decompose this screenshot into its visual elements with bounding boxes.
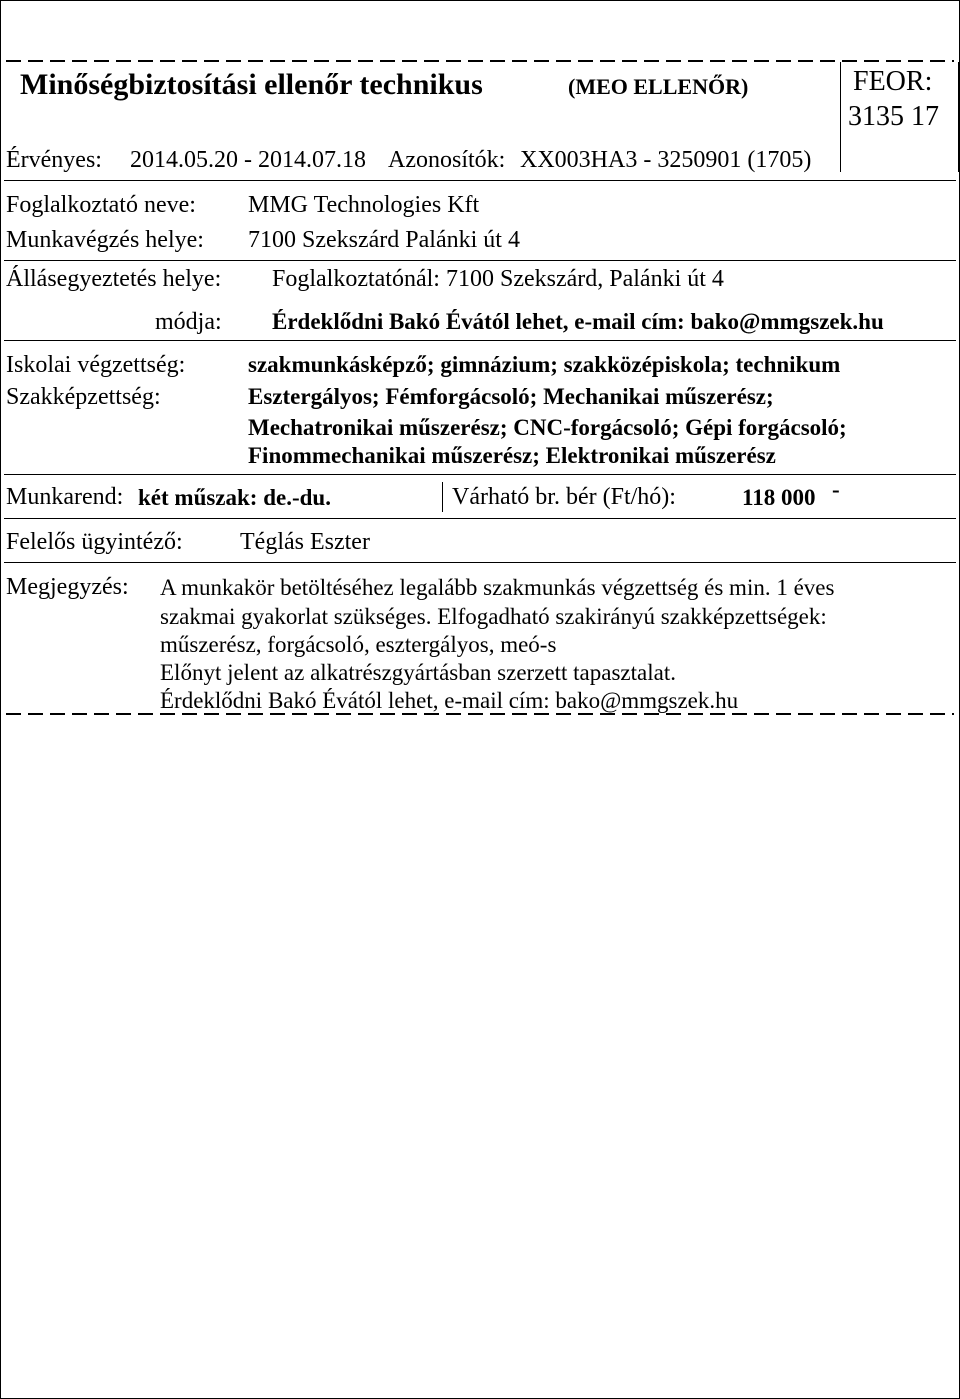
qualification-line: Mechatronikai műszerész; CNC-forgácsoló; Gépi forgácsoló; xyxy=(248,415,847,440)
bottom-dashed-divider xyxy=(6,713,954,715)
interview-method-value: Érdeklődni Bakó Évától lehet, e-mail cím: bako@mmgszek.hu xyxy=(272,309,884,334)
notes-line: Érdeklődni Bakó Évától lehet, e-mail cím: bako@mmgszek.hu xyxy=(160,688,739,713)
notes-line: műszerész, forgácsoló, esztergályos, meó-s xyxy=(160,632,557,657)
feor-box-left-border xyxy=(840,62,841,172)
validity-dates: 2014.05.20 - 2014.07.18 xyxy=(130,147,366,173)
identifiers-label: Azonosítók: xyxy=(388,147,506,173)
identifiers-value: XX003HA3 - 3250901 (1705) xyxy=(520,147,812,173)
feor-code: 3135 17 xyxy=(848,101,939,132)
qualification-line: Finommechanikai műszerész; Elektronikai műszerész xyxy=(248,443,776,468)
job-title: Minőségbiztosítási ellenőr technikus xyxy=(20,68,483,101)
header-divider xyxy=(4,180,956,181)
work-divider xyxy=(4,518,956,519)
education-divider xyxy=(4,474,956,475)
notes-line: A munkakör betöltéséhez legalább szakmunkás végzettség és min. 1 éves xyxy=(160,575,835,600)
salary-value: 118 000 xyxy=(742,485,816,510)
job-title-subtitle: (MEO ELLENŐR) xyxy=(568,74,749,99)
interview-method-label: módja: xyxy=(155,309,222,335)
top-dashed-divider xyxy=(6,60,954,62)
school-value: szakmunkásképző; gimnázium; szakközépiskola; technikum xyxy=(248,352,841,377)
school-label: Iskolai végzettség: xyxy=(6,352,186,378)
notes-line: szakmai gyakorlat szükséges. Elfogadható szakirányú szakképzettségek: xyxy=(160,604,827,629)
interview-place-value: Foglalkoztatónál: 7100 Szekszárd, Palánki út 4 xyxy=(272,266,724,292)
feor-box-right-border xyxy=(958,62,959,172)
workplace-label: Munkavégzés helye: xyxy=(6,227,204,253)
interview-place-label: Állásegyeztetés helye: xyxy=(6,266,222,292)
interview-divider xyxy=(4,340,956,341)
employer-name-label: Foglalkoztató neve: xyxy=(6,192,196,218)
officer-label: Felelős ügyintéző: xyxy=(6,529,183,555)
notes-label: Megjegyzés: xyxy=(6,574,129,600)
qualification-label: Szakképzettség: xyxy=(6,384,161,410)
workplace-value: 7100 Szekszárd Palánki út 4 xyxy=(248,227,520,253)
employer-name: MMG Technologies Kft xyxy=(248,192,480,218)
salary-label: Várható br. bér (Ft/hó): xyxy=(452,484,676,510)
officer-divider xyxy=(4,562,956,563)
validity-label: Érvényes: xyxy=(6,147,102,173)
notes-line: Előnyt jelent az alkatrészgyártásban szerzett tapasztalat. xyxy=(160,660,676,685)
schedule-label: Munkarend: xyxy=(6,484,124,510)
employer-divider xyxy=(4,260,956,261)
qualification-line: Esztergályos; Fémforgácsoló; Mechanikai műszerész; xyxy=(248,384,774,409)
salary-dash: - xyxy=(832,477,840,502)
feor-label: FEOR: xyxy=(853,66,933,97)
schedule-value: két műszak: de.-du. xyxy=(138,485,331,510)
officer-name: Téglás Eszter xyxy=(240,529,370,555)
salary-separator xyxy=(442,482,443,512)
